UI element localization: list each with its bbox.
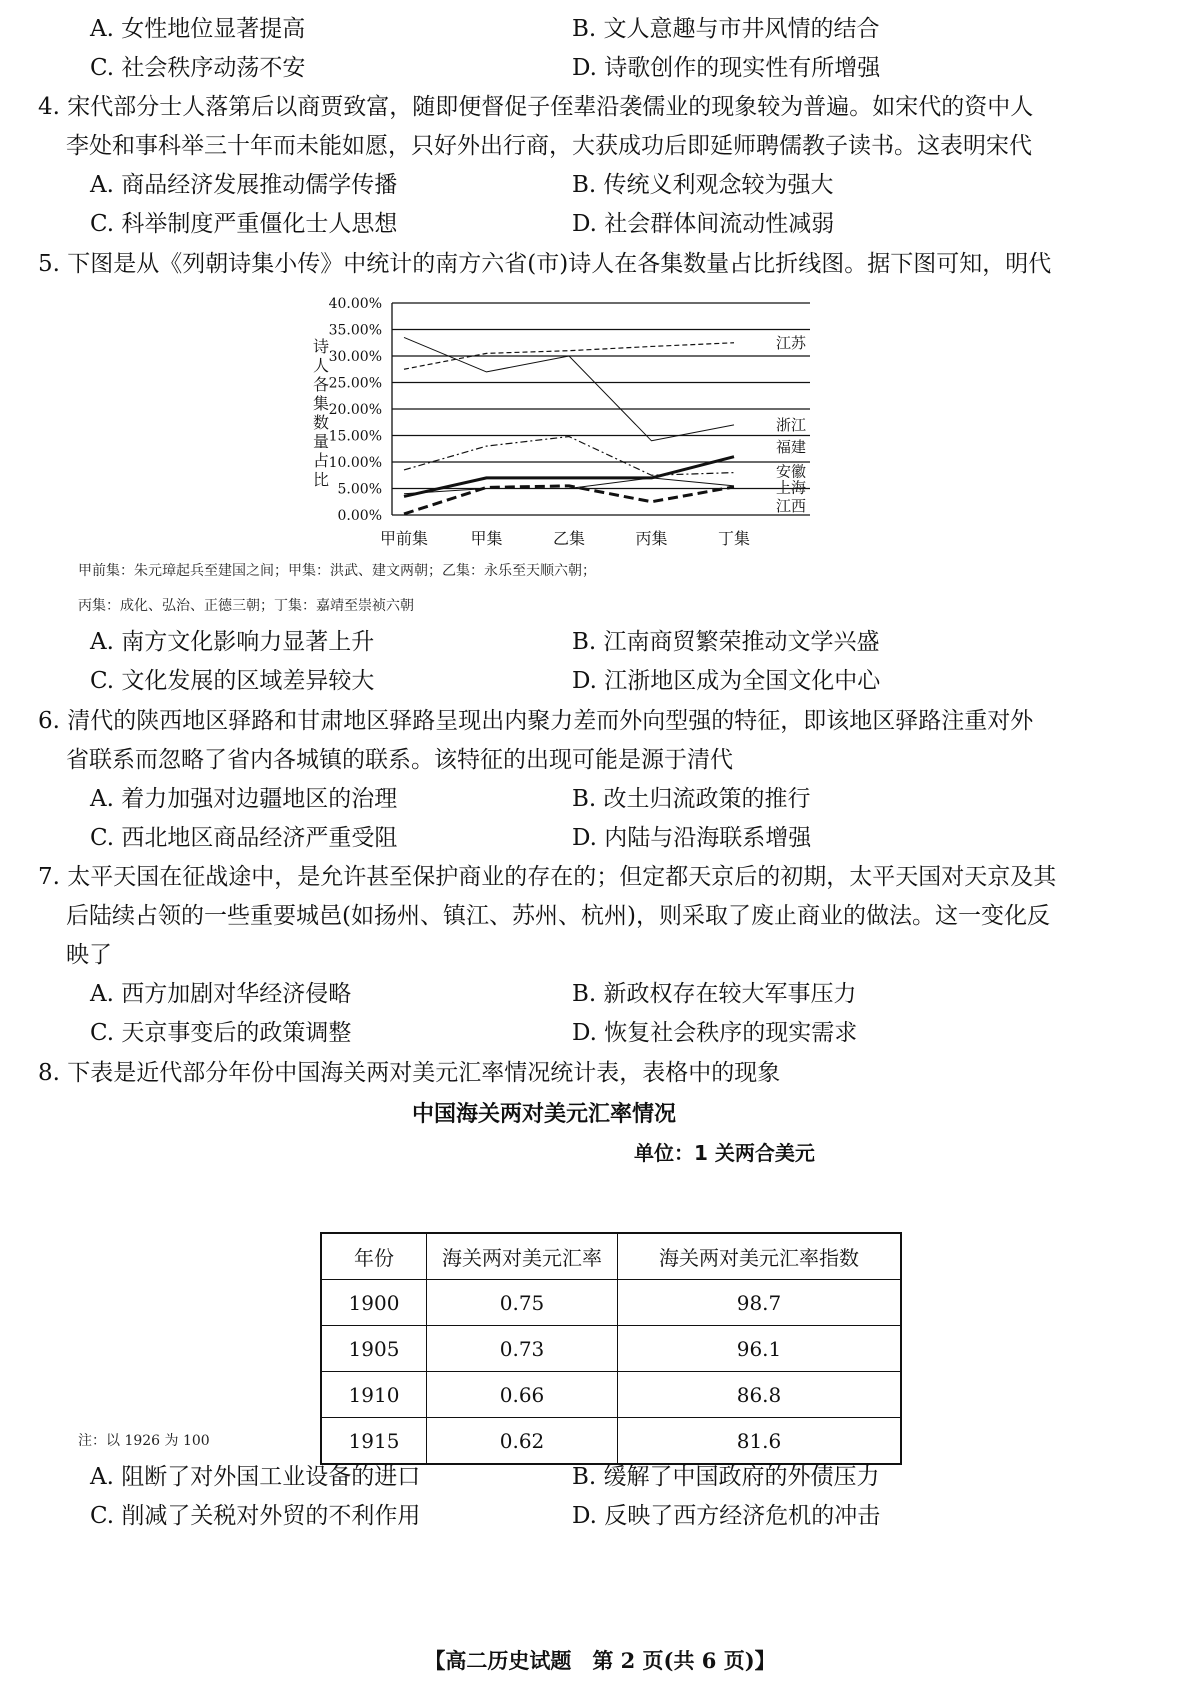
page-footer: 【高二历史试题 第 2 页(共 6 页)】	[424, 1648, 776, 1673]
q8-option-a: A. 阻断了对外国工业设备的进口	[90, 1464, 421, 1490]
q4-option-b: B. 传统义利观念较为强大	[572, 172, 834, 198]
q7-option-a: A. 西方加剧对华经济侵略	[90, 981, 352, 1007]
q4-option-a: A. 商品经济发展推动儒学传播	[90, 172, 398, 198]
q5-option-a: A. 南方文化影响力显著上升	[90, 629, 375, 655]
x-tick-label: 甲前集	[379, 529, 429, 548]
y-tick-label: 20.00%	[328, 402, 382, 418]
q4-stem-line-1: 4. 宋代部分士人落第后以商贾致富，随即便督促子侄辈沿袭儒业的现象较为普遍。如宋代的资中人	[38, 94, 1034, 120]
table-header-row	[321, 1233, 901, 1280]
y-tick-label: 15.00%	[328, 428, 382, 445]
q6-option-d: D. 内陆与沿海联系增强	[572, 825, 812, 851]
q7-option-b: B. 新政权存在较大军事压力	[572, 981, 857, 1007]
series-label: 江苏	[776, 333, 807, 352]
q7-stem-line-2: 后陆续占领的一些重要城邑(如扬州、镇江、苏州、杭州)，则采取了废止商业的做法。这一变化反	[66, 903, 1050, 929]
q5-stem: 5. 下图是从《列朝诗集小传》中统计的南方六省(市)诗人在各集数量占比折线图。据下图可知，明代	[38, 251, 1052, 277]
q5-option-c: C. 文化发展的区域差异较大	[90, 668, 375, 694]
table-header-index: 海关两对美元汇率指数	[618, 1233, 902, 1280]
q3-option-c: C. 社会秩序动荡不安	[90, 55, 306, 81]
q6-option-a: A. 着力加强对边疆地区的治理	[90, 786, 398, 812]
q8-stem: 8. 下表是近代部分年份中国海关两对美元汇率情况统计表，表格中的现象	[38, 1060, 781, 1086]
series-line-江西	[404, 486, 734, 514]
table-cell-year: 1905	[321, 1326, 427, 1372]
q5-chart-note-1: 甲前集：朱元璋起兵至建国之间；甲集：洪武、建文两朝；乙集：永乐至天顺六朝；	[78, 563, 596, 579]
table-row	[321, 1280, 901, 1326]
table-cell-year: 1900	[321, 1280, 427, 1326]
exchange-rate-table	[320, 1232, 902, 1465]
series-label: 安徽	[776, 462, 807, 481]
table-cell-rate: 0.75	[427, 1280, 618, 1326]
x-tick-label: 乙集	[552, 529, 586, 548]
table-title: 中国海关两对美元汇率情况	[412, 1102, 677, 1127]
table-cell-index: 86.8	[618, 1372, 902, 1418]
table-cell-rate: 0.73	[427, 1326, 618, 1372]
table-header-year: 年份	[321, 1233, 427, 1280]
q6-option-b: B. 改土归流政策的推行	[572, 786, 811, 812]
series-label: 福建	[776, 438, 807, 457]
q6-stem-line-1: 6. 清代的陕西地区驿路和甘肃地区驿路呈现出内聚力差而外向型强的特征，即该地区驿路注重对外	[38, 708, 1034, 734]
q4-option-c: C. 科举制度严重僵化士人思想	[90, 211, 398, 237]
table-row	[321, 1418, 901, 1465]
q3-option-a: A. 女性地位显著提高	[90, 16, 306, 42]
q4-option-d: D. 社会群体间流动性减弱	[572, 211, 835, 237]
y-tick-label: 40.00%	[328, 296, 382, 312]
x-tick-label: 丁集	[717, 529, 751, 548]
table-cell-index: 98.7	[618, 1280, 902, 1326]
q8-option-b: B. 缓解了中国政府的外债压力	[572, 1464, 880, 1490]
q5-option-b: B. 江南商贸繁荣推动文学兴盛	[572, 629, 880, 655]
y-tick-label: 10.00%	[328, 455, 382, 471]
q6-option-c: C. 西北地区商品经济严重受阻	[90, 825, 398, 851]
table-cell-year: 1910	[321, 1372, 427, 1418]
q7-option-c: C. 天京事变后的政策调整	[90, 1020, 352, 1046]
y-tick-label: 35.00%	[328, 322, 382, 339]
poet-share-line-chart	[313, 296, 920, 598]
table-cell-rate: 0.62	[427, 1418, 618, 1465]
q3-option-d: D. 诗歌创作的现实性有所增强	[572, 55, 881, 81]
table-note: 注：以 1926 为 100	[78, 1433, 210, 1449]
x-tick-label: 甲集	[470, 529, 503, 548]
q7-stem-line-1: 7. 太平天国在征战途中，是允许甚至保护商业的存在的；但定都天京后的初期，太平天国对天京及其	[38, 864, 1057, 890]
chart-plot-group	[313, 296, 810, 548]
q7-stem-line-3: 映了	[66, 942, 112, 968]
table-unit: 单位：1 关两合美元	[634, 1141, 815, 1165]
q4-stem-line-2: 李处和事科举三十年而未能如愿，只好外出行商，大获成功后即延师聘儒教子读书。这表明宋代	[66, 133, 1032, 159]
table-row	[321, 1372, 901, 1418]
table-cell-index: 96.1	[618, 1326, 902, 1372]
q8-option-c: C. 削减了关税对外贸的不利作用	[90, 1503, 421, 1529]
q7-option-d: D. 恢复社会秩序的现实需求	[572, 1020, 858, 1046]
chart-svg	[313, 296, 920, 598]
series-label: 江西	[776, 496, 807, 515]
table-row	[321, 1326, 901, 1372]
table-cell-index: 81.6	[618, 1418, 902, 1465]
q5-option-d: D. 江浙地区成为全国文化中心	[572, 668, 881, 694]
series-line-浙江	[404, 337, 734, 440]
table-cell-rate: 0.66	[427, 1372, 618, 1418]
q3-option-b: B. 文人意趣与市井风情的结合	[572, 16, 880, 42]
q5-chart-note-2: 丙集：成化、弘治、正德三朝；丁集：嘉靖至崇祯六朝	[78, 598, 414, 614]
y-tick-label: 25.00%	[328, 375, 382, 392]
q6-stem-line-2: 省联系而忽略了省内各城镇的联系。该特征的出现可能是源于清代	[66, 747, 733, 773]
y-tick-label: 30.00%	[328, 349, 382, 365]
y-tick-label: 0.00%	[337, 508, 382, 524]
y-axis-label: 诗人各集数量占比	[313, 337, 330, 489]
table-header-rate: 海关两对美元汇率	[427, 1233, 618, 1280]
series-label: 浙江	[776, 415, 807, 434]
table-cell-year: 1915	[321, 1418, 427, 1465]
series-label: 上海	[776, 478, 807, 497]
x-tick-label: 丙集	[635, 529, 668, 548]
y-tick-label: 5.00%	[337, 481, 382, 498]
q8-option-d: D. 反映了西方经济危机的冲击	[572, 1503, 881, 1529]
